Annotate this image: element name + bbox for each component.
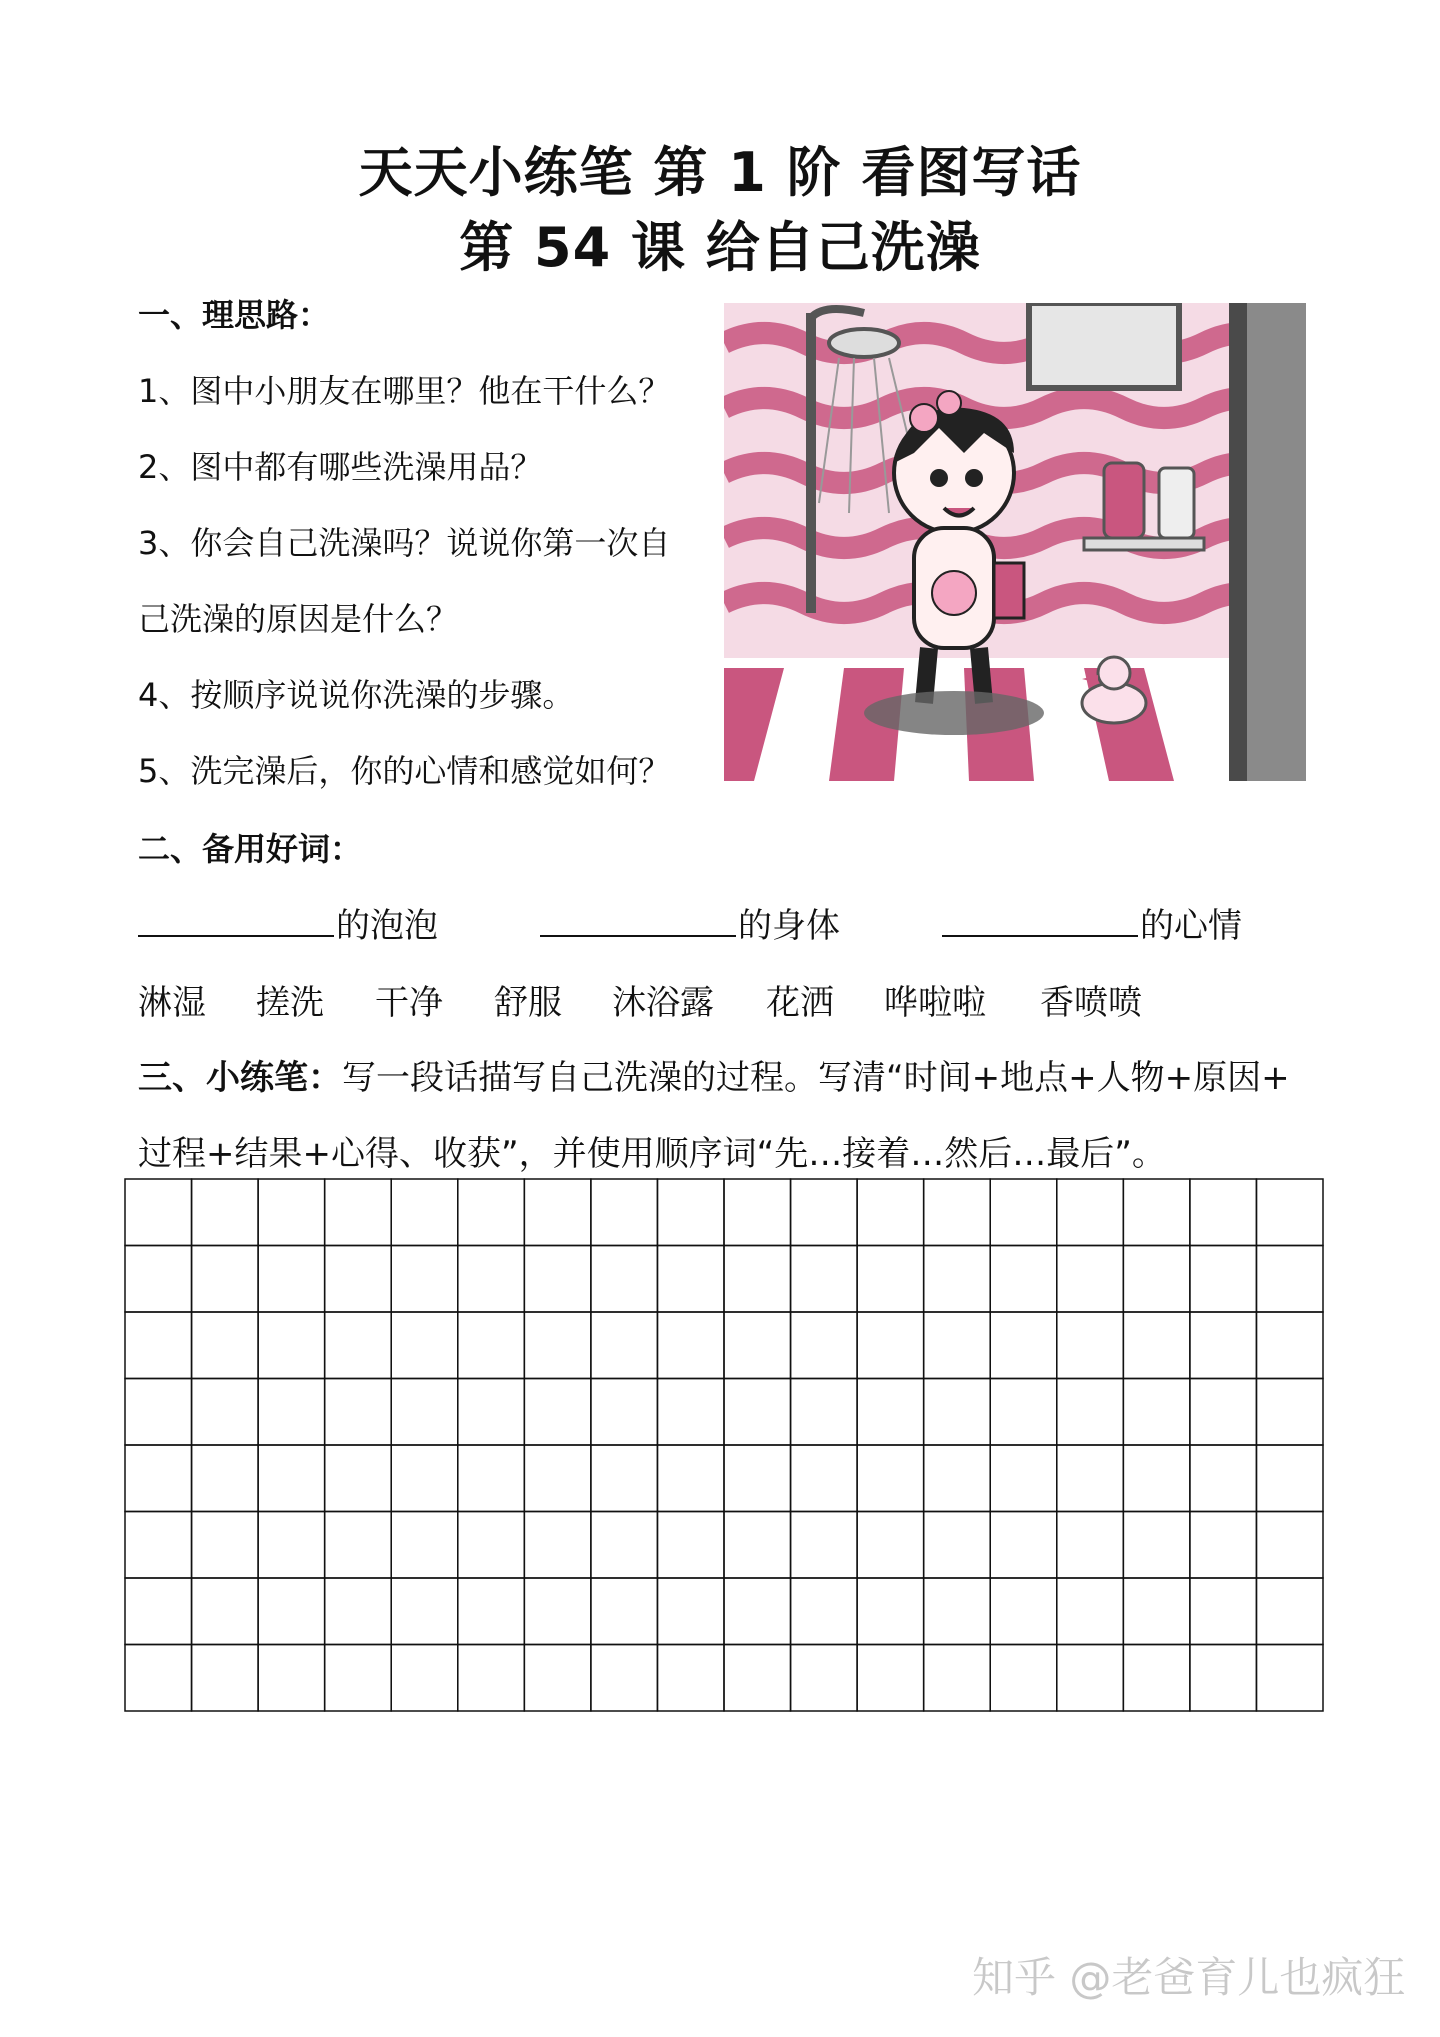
grid-cell[interactable]: [391, 1578, 458, 1645]
grid-cell[interactable]: [924, 1312, 991, 1379]
grid-cell[interactable]: [524, 1246, 591, 1313]
grid-cell[interactable]: [325, 1512, 392, 1579]
grid-cell[interactable]: [391, 1312, 458, 1379]
grid-cell[interactable]: [724, 1645, 791, 1712]
grid-cell[interactable]: [458, 1179, 525, 1246]
grid-cell[interactable]: [1190, 1578, 1257, 1645]
grid-cell[interactable]: [125, 1645, 192, 1712]
grid-cell[interactable]: [724, 1578, 791, 1645]
grid-cell[interactable]: [657, 1246, 724, 1313]
grid-cell[interactable]: [125, 1312, 192, 1379]
grid-cell[interactable]: [724, 1179, 791, 1246]
grid-cell[interactable]: [791, 1246, 858, 1313]
grid-cell[interactable]: [657, 1445, 724, 1512]
grid-cell[interactable]: [125, 1246, 192, 1313]
blank-line[interactable]: [942, 901, 1138, 937]
task-text: 写一段话描写自己洗澡的过程。写清“时间+地点+人物+原因+: [342, 1058, 1290, 1098]
grid-cell[interactable]: [1057, 1578, 1124, 1645]
grid-cell[interactable]: [1256, 1578, 1323, 1645]
grid-cell[interactable]: [990, 1379, 1057, 1446]
fill-blank-2: [540, 898, 840, 947]
grid-cell[interactable]: [990, 1179, 1057, 1246]
word-item: 沐浴露: [612, 983, 714, 1023]
section-heading-thinking: 一、理思路：: [138, 296, 331, 334]
grid-cell[interactable]: [857, 1246, 924, 1313]
watermark: 知乎 @老爸育儿也疯狂: [972, 1953, 1406, 2002]
grid-cell[interactable]: [391, 1645, 458, 1712]
grid-cell[interactable]: [1256, 1645, 1323, 1712]
grid-cell[interactable]: [924, 1379, 991, 1446]
fill-blank-1: [138, 898, 438, 947]
grid-cell[interactable]: [524, 1445, 591, 1512]
question-3-continued: 己洗澡的原因是什么？: [138, 600, 459, 638]
grid-cell[interactable]: [258, 1379, 325, 1446]
grid-cell[interactable]: [1123, 1179, 1190, 1246]
grid-cell[interactable]: [192, 1445, 259, 1512]
question-4: 4、按顺序说说你洗澡的步骤。: [138, 676, 575, 714]
section-heading-words: 二、备用好词：: [138, 830, 363, 868]
grid-cell[interactable]: [990, 1246, 1057, 1313]
grid-cell[interactable]: [1123, 1445, 1190, 1512]
page-title: 天天小练笔 第 1 阶 看图写话: [358, 141, 1082, 204]
grid-cell[interactable]: [258, 1512, 325, 1579]
grid-cell[interactable]: [1057, 1445, 1124, 1512]
grid-cell[interactable]: [325, 1645, 392, 1712]
grid-cell[interactable]: [1057, 1179, 1124, 1246]
grid-cell[interactable]: [1256, 1312, 1323, 1379]
grid-cell[interactable]: [391, 1179, 458, 1246]
grid-cell[interactable]: [657, 1379, 724, 1446]
grid-cell[interactable]: [391, 1445, 458, 1512]
grid-cell[interactable]: [524, 1312, 591, 1379]
grid-cell[interactable]: [258, 1246, 325, 1313]
grid-cell[interactable]: [857, 1512, 924, 1579]
grid-cell[interactable]: [924, 1578, 991, 1645]
grid-cell[interactable]: [1057, 1312, 1124, 1379]
grid-cell[interactable]: [924, 1179, 991, 1246]
grid-cell[interactable]: [192, 1179, 259, 1246]
grid-cell[interactable]: [458, 1578, 525, 1645]
grid-cell[interactable]: [1123, 1645, 1190, 1712]
grid-cell[interactable]: [192, 1578, 259, 1645]
grid-cell[interactable]: [258, 1179, 325, 1246]
grid-cell[interactable]: [1057, 1645, 1124, 1712]
lesson-title: 第 54 课 给自己洗澡: [459, 216, 981, 279]
grid-cell[interactable]: [258, 1578, 325, 1645]
grid-cell[interactable]: [1256, 1445, 1323, 1512]
grid-cell[interactable]: [458, 1645, 525, 1712]
grid-cell[interactable]: [1057, 1512, 1124, 1579]
grid-cell[interactable]: [591, 1578, 658, 1645]
grid-cell[interactable]: [924, 1246, 991, 1313]
fill-blank-text: 的身体: [738, 906, 840, 946]
grid-cell[interactable]: [924, 1445, 991, 1512]
grid-cell[interactable]: [524, 1379, 591, 1446]
question-3: 3、你会自己洗澡吗？说说你第一次自: [138, 524, 671, 562]
task-instruction-line1: [138, 1050, 1290, 1099]
grid-cell[interactable]: [924, 1512, 991, 1579]
grid-cell[interactable]: [791, 1312, 858, 1379]
grid-cell[interactable]: [1123, 1578, 1190, 1645]
grid-cell[interactable]: [391, 1246, 458, 1313]
grid-cell[interactable]: [990, 1578, 1057, 1645]
grid-cell[interactable]: [524, 1578, 591, 1645]
fill-blank-text: 的心情: [1140, 906, 1242, 946]
grid-cell[interactable]: [458, 1512, 525, 1579]
grid-cell[interactable]: [391, 1512, 458, 1579]
word-item: 香喷喷: [1040, 983, 1142, 1023]
grid-cell[interactable]: [1256, 1246, 1323, 1313]
grid-cell[interactable]: [1123, 1379, 1190, 1446]
grid-cell[interactable]: [192, 1312, 259, 1379]
grid-cell[interactable]: [1190, 1312, 1257, 1379]
grid-cell[interactable]: [724, 1445, 791, 1512]
grid-cell[interactable]: [724, 1312, 791, 1379]
grid-cell[interactable]: [192, 1379, 259, 1446]
grid-cell[interactable]: [591, 1379, 658, 1446]
grid-cell[interactable]: [458, 1379, 525, 1446]
grid-cell[interactable]: [1190, 1179, 1257, 1246]
grid-cell[interactable]: [857, 1645, 924, 1712]
grid-cell[interactable]: [591, 1179, 658, 1246]
grid-cell[interactable]: [1190, 1379, 1257, 1446]
grid-cell[interactable]: [125, 1179, 192, 1246]
grid-cell[interactable]: [657, 1179, 724, 1246]
grid-cell[interactable]: [857, 1179, 924, 1246]
grid-cell[interactable]: [1256, 1512, 1323, 1579]
writing-grid[interactable]: [124, 1178, 1324, 1712]
grid-cell[interactable]: [591, 1246, 658, 1313]
grid-cell[interactable]: [125, 1512, 192, 1579]
grid-cell[interactable]: [591, 1445, 658, 1512]
grid-cell[interactable]: [325, 1312, 392, 1379]
grid-cell[interactable]: [591, 1312, 658, 1379]
child-showering-illustration: [724, 303, 1306, 781]
grid-cell[interactable]: [258, 1312, 325, 1379]
grid-cell[interactable]: [1190, 1645, 1257, 1712]
task-instruction-line2: 过程+结果+心得、收获”，并使用顺序词“先…接着…然后…最后”。: [138, 1134, 1166, 1174]
question-5: 5、洗完澡后，你的心情和感觉如何？: [138, 752, 671, 790]
grid-cell[interactable]: [990, 1512, 1057, 1579]
grid-cell[interactable]: [657, 1312, 724, 1379]
grid-cell[interactable]: [1123, 1312, 1190, 1379]
grid-cell[interactable]: [1057, 1379, 1124, 1446]
grid-cell[interactable]: [990, 1312, 1057, 1379]
fill-blank-text: 的泡泡: [336, 906, 438, 946]
grid-cell[interactable]: [458, 1445, 525, 1512]
question-2: 2、图中都有哪些洗澡用品？: [138, 448, 543, 486]
grid-cell[interactable]: [524, 1179, 591, 1246]
word-item: 哗啦啦: [884, 983, 986, 1023]
grid-cell[interactable]: [1190, 1246, 1257, 1313]
section-heading-practice: 三、小练笔：: [138, 1058, 342, 1098]
word-item: 淋湿: [138, 983, 206, 1023]
blank-line[interactable]: [138, 901, 334, 937]
grid-cell[interactable]: [258, 1645, 325, 1712]
grid-cell[interactable]: [924, 1645, 991, 1712]
blank-line[interactable]: [540, 901, 736, 937]
grid-cell[interactable]: [591, 1512, 658, 1579]
grid-cell[interactable]: [724, 1379, 791, 1446]
grid-cell[interactable]: [125, 1578, 192, 1645]
word-item: 搓洗: [256, 983, 324, 1023]
grid-cell[interactable]: [657, 1512, 724, 1579]
grid-cell[interactable]: [724, 1512, 791, 1579]
grid-cell[interactable]: [1190, 1512, 1257, 1579]
grid-cell[interactable]: [458, 1312, 525, 1379]
grid-cell[interactable]: [857, 1445, 924, 1512]
grid-cell[interactable]: [990, 1445, 1057, 1512]
grid-cell[interactable]: [1057, 1246, 1124, 1313]
grid-cell[interactable]: [657, 1645, 724, 1712]
grid-cell[interactable]: [791, 1379, 858, 1446]
grid-cell[interactable]: [325, 1445, 392, 1512]
word-item: 花洒: [766, 983, 834, 1023]
grid-cell[interactable]: [791, 1179, 858, 1246]
grid-cell[interactable]: [524, 1512, 591, 1579]
grid-cell[interactable]: [857, 1379, 924, 1446]
grid-cell[interactable]: [192, 1246, 259, 1313]
grid-cell[interactable]: [857, 1578, 924, 1645]
grid-cell[interactable]: [1256, 1179, 1323, 1246]
grid-cell[interactable]: [325, 1379, 392, 1446]
question-1: 1、图中小朋友在哪里？他在干什么？: [138, 372, 671, 410]
grid-cell[interactable]: [791, 1645, 858, 1712]
grid-cell[interactable]: [325, 1179, 392, 1246]
grid-cell[interactable]: [1190, 1445, 1257, 1512]
grid-cell[interactable]: [458, 1246, 525, 1313]
grid-cell[interactable]: [990, 1645, 1057, 1712]
grid-cell[interactable]: [1256, 1379, 1323, 1446]
grid-cell[interactable]: [657, 1578, 724, 1645]
grid-cell[interactable]: [325, 1246, 392, 1313]
grid-cell[interactable]: [325, 1578, 392, 1645]
grid-cell[interactable]: [125, 1445, 192, 1512]
grid-cell[interactable]: [192, 1512, 259, 1579]
grid-cell[interactable]: [258, 1445, 325, 1512]
grid-cell[interactable]: [1123, 1512, 1190, 1579]
grid-cell[interactable]: [857, 1312, 924, 1379]
grid-cell[interactable]: [125, 1379, 192, 1446]
grid-cell[interactable]: [724, 1246, 791, 1313]
fill-blank-3: [942, 898, 1242, 947]
grid-cell[interactable]: [1123, 1246, 1190, 1313]
grid-cell[interactable]: [192, 1645, 259, 1712]
word-item: 舒服: [494, 983, 562, 1023]
grid-cell[interactable]: [791, 1578, 858, 1645]
word-item: 干净: [375, 983, 443, 1023]
grid-cell[interactable]: [791, 1445, 858, 1512]
grid-cell[interactable]: [524, 1645, 591, 1712]
grid-cell[interactable]: [391, 1379, 458, 1446]
grid-cell[interactable]: [591, 1645, 658, 1712]
grid-cell[interactable]: [791, 1512, 858, 1579]
